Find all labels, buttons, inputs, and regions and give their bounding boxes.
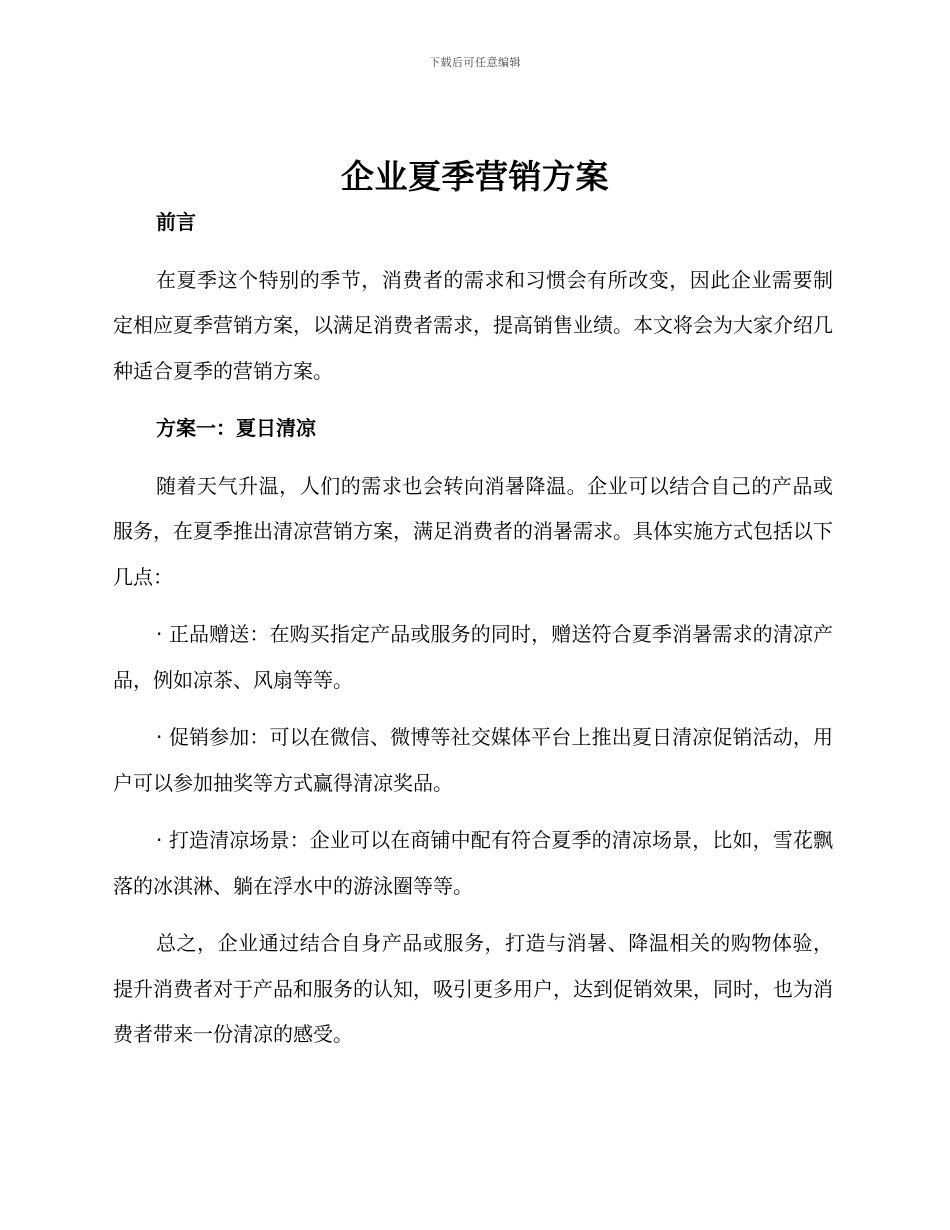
preface-heading: 前言 xyxy=(156,210,196,234)
plan-one-heading: 方案一：夏日清凉 xyxy=(156,416,316,440)
conclusion-paragraph: 总之，企业通过结合自身产品或服务，打造与消暑、降温相关的购物体验，提升消费者对于产品和服务的认知，吸引更多用户，达到促销效果，同时，也为消费者带来一份清凉的感受。 xyxy=(113,931,833,1046)
document-title: 企业夏季营销方案 xyxy=(341,157,609,196)
plan-one-intro-paragraph: 随着天气升温，人们的需求也会转向消暑降温。企业可以结合自己的产品或服务，在夏季推出清凉营销方案，满足消费者的消暑需求。具体实施方式包括以下几点： xyxy=(113,473,833,589)
preface-paragraph: 在夏季这个特别的季节，消费者的需求和习惯会有所改变，因此企业需要制定相应夏季营销方案，以满足消费者需求，提高销售业绩。本文将会为大家介绍几种适合夏季的营销方案。 xyxy=(113,267,833,383)
bullet-scene-item: · 打造清凉场景：企业可以在商铺中配有符合夏季的清凉场景，比如，雪花飘落的冰淇淋、躺在浮水中的游泳圈等等。 xyxy=(113,828,833,898)
bullet-promotion-item: · 促销参加：可以在微信、微博等社交媒体平台上推出夏日清凉促销活动，用户可以参加抽奖等方式赢得清凉奖品。 xyxy=(113,725,833,795)
header-note: 下载后可任意编辑 xyxy=(429,56,521,69)
bullet-gift-item: · 正品赠送：在购买指定产品或服务的同时，赠送符合夏季消暑需求的清凉产品，例如凉茶、风扇等等。 xyxy=(113,622,833,692)
document-body xyxy=(113,200,833,1070)
